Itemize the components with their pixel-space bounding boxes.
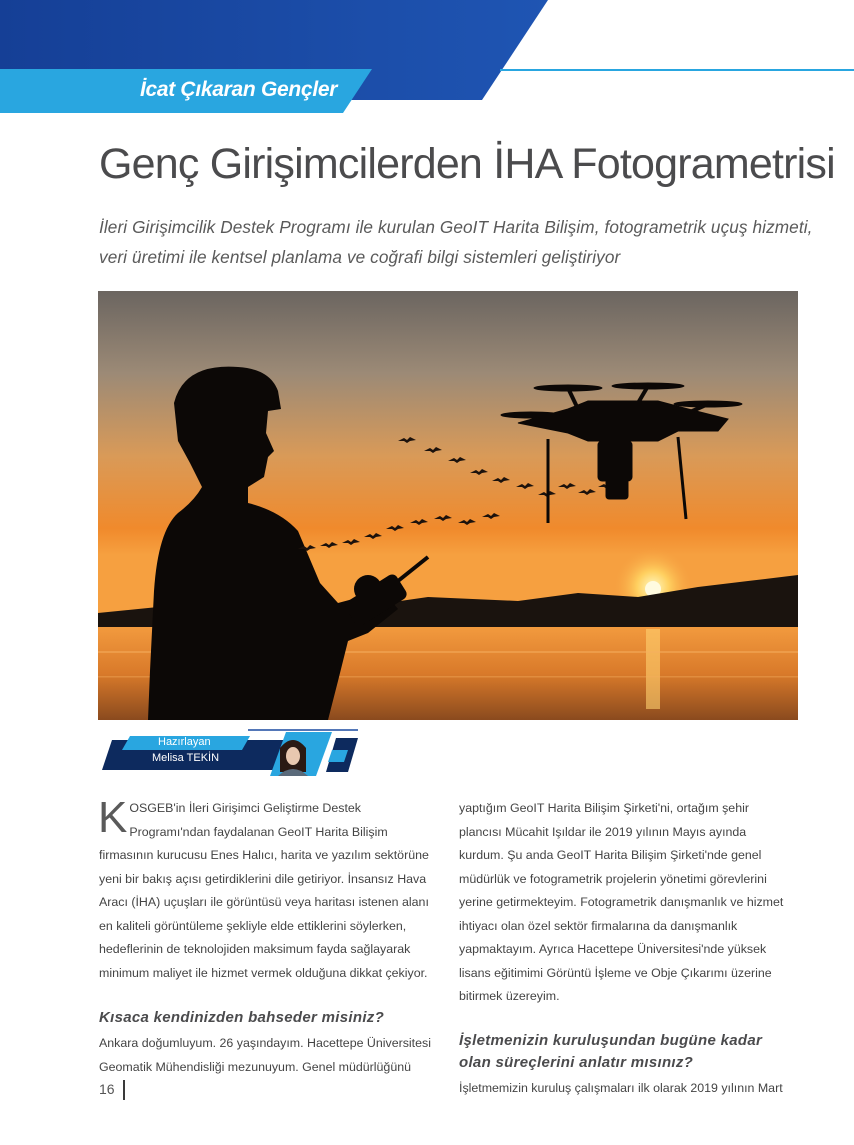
drop-cap: K (98, 793, 128, 842)
article-subtitle: İleri Girişimcilik Destek Programı ile kurulan GeoIT Harita Bilişim, fotogrametrik uçuş hizmeti, veri üretimi ile kentsel planlama ve coğrafi bilgi sistemleri geliştiriyor (99, 217, 813, 267)
author-banner (100, 728, 360, 778)
author-role: Hazırlayan (158, 736, 211, 748)
answer-paragraph: İşletmemizin kuruluş çalışmaları ilk olarak 2019 yılının Mart (459, 1080, 783, 1095)
intro-paragraph (98, 793, 439, 985)
article-column-left (98, 793, 439, 1079)
article-title: Genç Girişimcilerden İHA Fotogrametrisi (99, 140, 835, 188)
question-heading: Kısaca kendinizden bahseder misiniz? (99, 1009, 385, 1026)
page-number-divider (123, 1080, 125, 1100)
intro-text: OSGEB'in İleri Girişimci Geliştirme Destek Programı'ndan faydalanan GeoIT Harita Bilişim firmasının kurucusu Enes Halıcı, harita ve yazılım sektörüne yeni bir bakış açısı getirdiklerini dile getiriyor. İnsansız Hava Aracı (İHA) uçuşları ile görüntüsü veya haritası istenen alanı en kaliteli görüntüleme şekliyle elde ettiklerini söylerken, hedeflerinin de teknolojiden maksimum fayda sağlayarak minimum maliyet ile hizmet vermek olduğuna dikkat çekiyor. (99, 801, 429, 980)
answer-paragraph: Ankara doğumluyum. 26 yaşındayım. Hacettepe Üniversitesi Geomatik Mühendisliği mezunuyum. Genel müdürlüğünü (99, 1036, 431, 1074)
header-banner (0, 0, 854, 115)
hero-photo (98, 291, 798, 720)
question-heading: İşletmenizin kuruluşundan bugüne kadar olan süreçlerini anlatır mısınız? (459, 1031, 763, 1071)
section-tag: İcat Çıkaran Gençler (140, 78, 338, 101)
article-column-right (459, 797, 784, 1100)
page-number: 16 (99, 1081, 115, 1097)
continued-paragraph: yaptığım GeoIT Harita Bilişim Şirketi'ni, ortağım şehir plancısı Mücahit Işıldar ile 2019 yılının Mayıs ayında kurdum. Şu anda GeoIT Harita Bilişim Şirketi'nde genel müdürlük ve fotogrametrik projelerin yönetimi görevlerini yerine getirmekteyim. Fotogrametrik danışmanlık ve hizmet ihtiyacı olan özel sektör firmalarına da danışmanlık yapmaktayım. Ayrıca Hacettepe Üniversitesi'nde yüksek lisans eğitimimi Görüntü İşleme ve Obje Çıkarımı üzerine bitirmek üzereyim. (459, 801, 784, 1003)
author-name: Melisa TEKİN (152, 752, 220, 764)
